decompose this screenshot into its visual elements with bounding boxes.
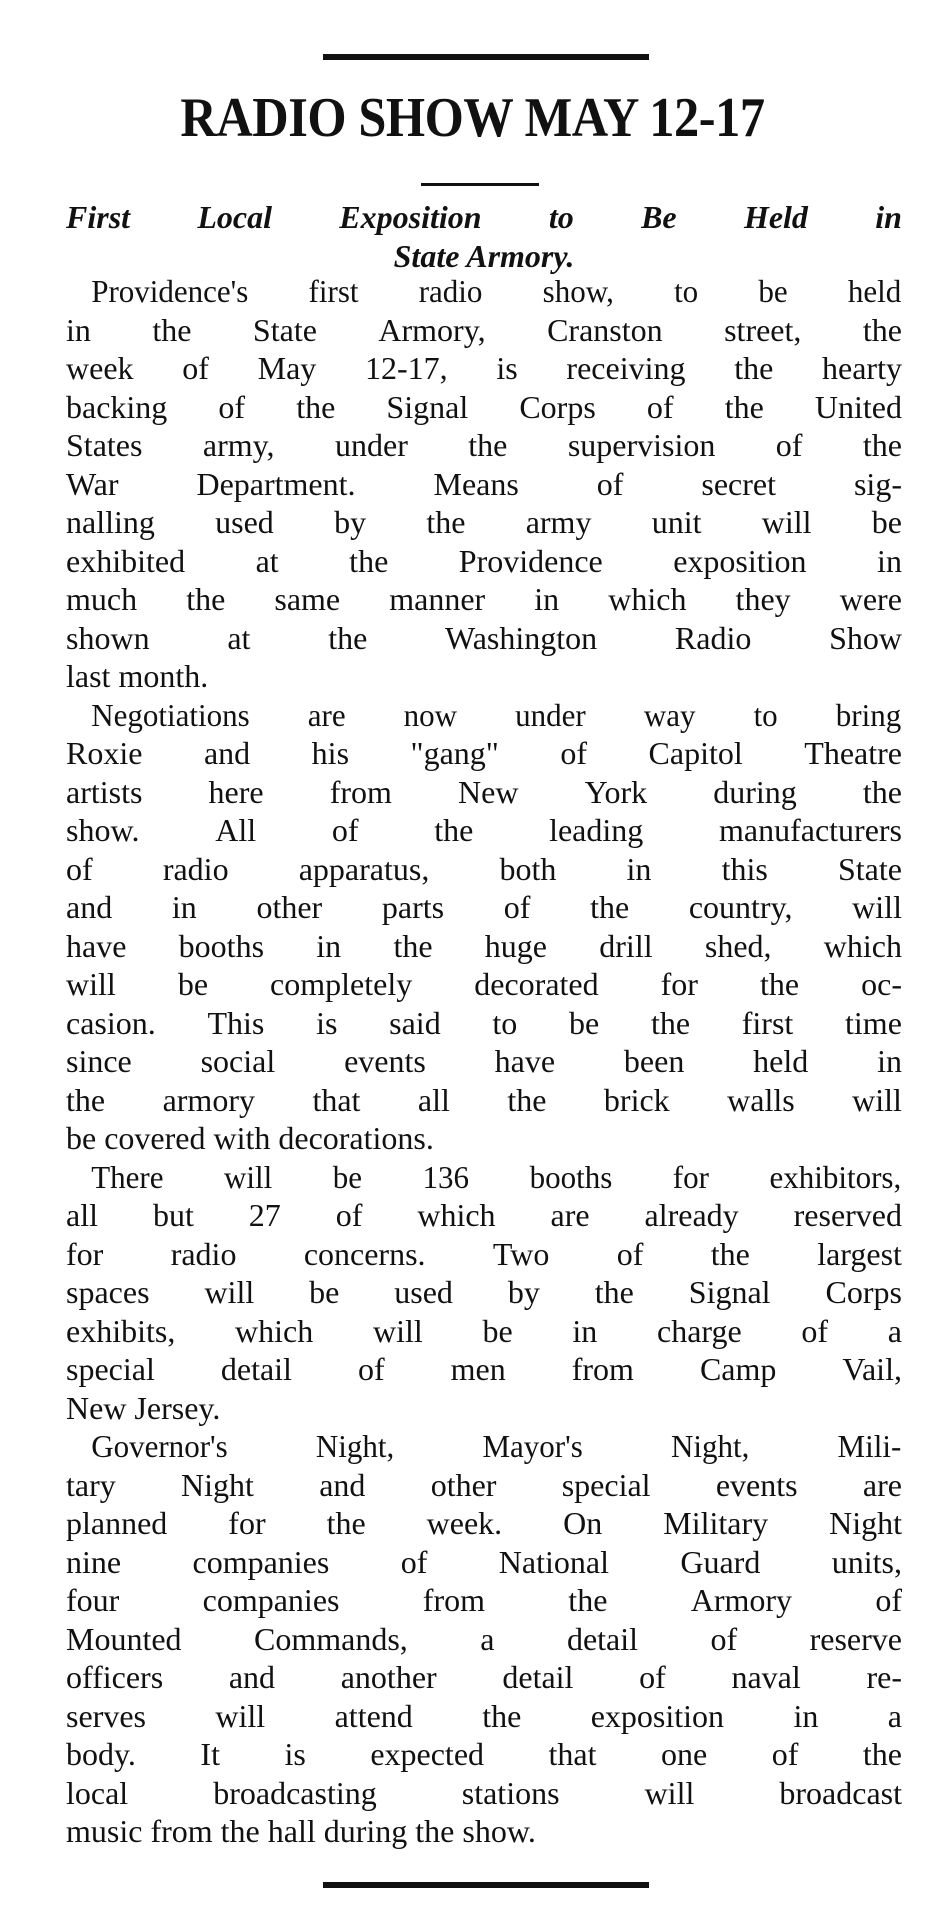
headline: RADIO SHOW MAY 12-17 xyxy=(180,87,765,149)
article-line: War Department. Means of secret sig- xyxy=(66,465,902,502)
article-line: much the same manner in which they were xyxy=(66,581,902,617)
article-paragraph xyxy=(66,272,902,696)
article-line: last month. xyxy=(66,658,209,694)
article-line: all but 27 of which are already reserved xyxy=(66,1197,902,1233)
article-line: and in other parts of the country, will xyxy=(66,889,902,925)
article-line: be covered with decorations. xyxy=(66,1120,434,1156)
bottom-rule xyxy=(323,1882,649,1888)
subheadline-line: State Armory. xyxy=(393,237,575,274)
article-line: Providence's first radio show, to be held xyxy=(91,273,902,309)
article-line: serves will attend the exposition in a xyxy=(66,1697,902,1734)
article-paragraph xyxy=(66,1427,902,1851)
article-line: will be completely decorated for the oc- xyxy=(66,966,902,1002)
article-line: body. It is expected that one of the xyxy=(66,1736,902,1772)
article-line: States army, under the supervision of the xyxy=(66,427,902,463)
article-line: New Jersey. xyxy=(66,1389,221,1426)
article-line: for radio concerns. Two of the largest xyxy=(66,1235,902,1272)
article-line: Mounted Commands, a detail of reserve xyxy=(66,1620,902,1657)
article-line: four companies from the Armory of xyxy=(66,1582,902,1618)
article-line: show. All of the leading manufacturers xyxy=(66,812,902,848)
article-line: artists here from New York during the xyxy=(66,773,902,810)
article-line: tary Night and other special events are xyxy=(66,1466,902,1503)
article-line: special detail of men from Camp Vail, xyxy=(66,1351,902,1387)
article-line: Negotiations are now under way to bring xyxy=(91,696,902,733)
headline-rule xyxy=(421,183,539,186)
article-line: spaces will be used by the Signal Corps xyxy=(66,1274,902,1310)
article-line: There will be 136 booths for exhibitors, xyxy=(91,1158,902,1195)
article-line: planned for the week. On Military Night xyxy=(66,1505,902,1541)
article-line: week of May 12-17, is receiving the hearty xyxy=(66,350,902,386)
article-line: local broadcasting stations will broadcast xyxy=(66,1774,902,1811)
article-line: Roxie and his "gang" of Capitol Theatre xyxy=(66,735,902,771)
article-line: music from the hall during the show. xyxy=(66,1813,536,1849)
article-line: backing of the Signal Corps of the United xyxy=(66,388,902,425)
article-line: nine companies of National Guard units, xyxy=(66,1543,902,1580)
article-line: the armory that all the brick walls will xyxy=(66,1081,902,1118)
subheadline xyxy=(66,198,902,275)
article-line: shown at the Washington Radio Show xyxy=(66,619,902,656)
article-paragraph xyxy=(66,696,902,1158)
subheadline-line: First Local Exposition to Be Held in xyxy=(66,199,902,235)
article-line: of radio apparatus, both in this State xyxy=(66,850,902,887)
article-line: Governor's Night, Mayor's Night, Mili- xyxy=(91,1428,902,1464)
article-line: have booths in the huge drill shed, which xyxy=(66,927,902,964)
article-line: in the State Armory, Cranston street, the xyxy=(66,311,902,348)
article-line: exhibits, which will be in charge of a xyxy=(66,1312,902,1349)
article-line: officers and another detail of naval re- xyxy=(66,1659,902,1695)
article-line: nalling used by the army unit will be xyxy=(66,504,902,540)
top-rule xyxy=(323,54,649,60)
article-line: exhibited at the Providence exposition in xyxy=(66,542,902,579)
article-body xyxy=(66,272,902,1851)
article-paragraph xyxy=(66,1158,902,1428)
article-line: since social events have been held in xyxy=(66,1043,902,1079)
article-line: casion. This is said to be the first time xyxy=(66,1004,902,1041)
